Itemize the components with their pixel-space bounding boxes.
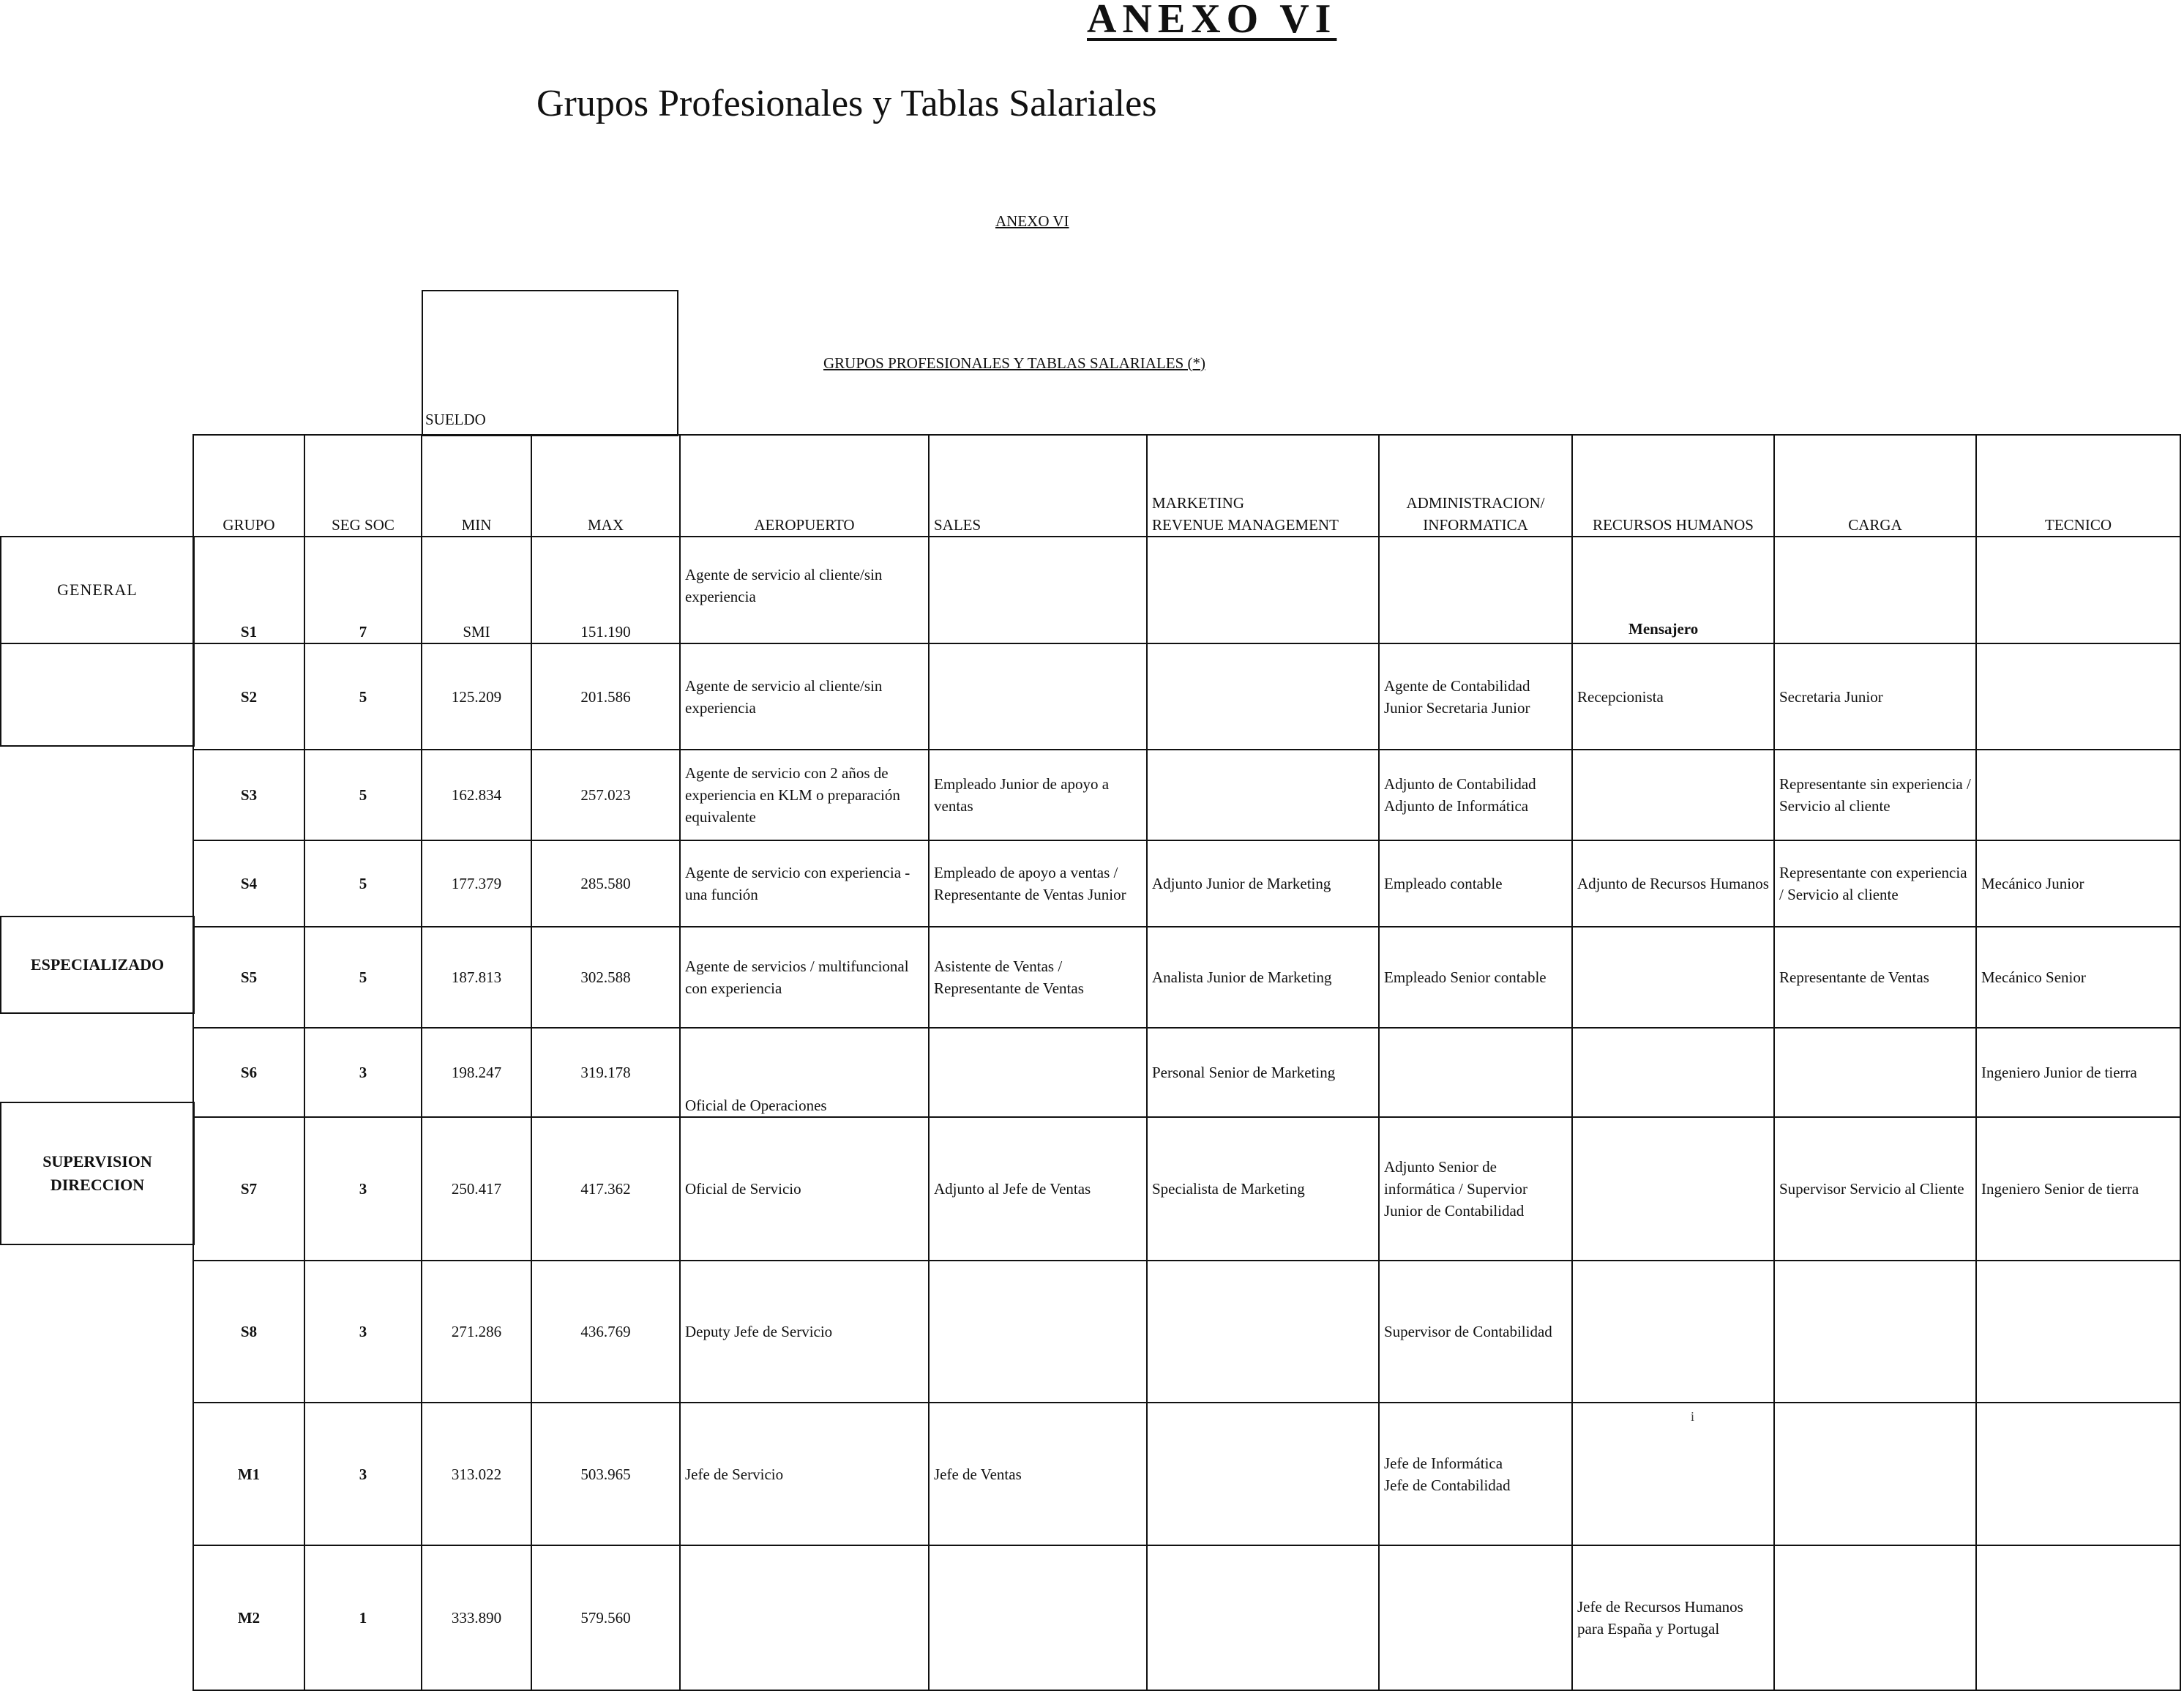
cell-seg-soc: 3 bbox=[304, 1117, 422, 1261]
section-especializado-label: ESPECIALIZADO bbox=[30, 955, 165, 974]
cell-carga bbox=[1774, 537, 1976, 643]
table-header-row bbox=[193, 435, 2180, 537]
cell-grupo: S2 bbox=[193, 643, 304, 750]
col-header-tecnico: TECNICO bbox=[1976, 435, 2180, 537]
cell-min: 177.379 bbox=[422, 840, 531, 927]
cell-max: 417.362 bbox=[531, 1117, 680, 1261]
cell-rrhh bbox=[1572, 750, 1774, 840]
cell-max: 579.560 bbox=[531, 1545, 680, 1690]
cell-max: 319.178 bbox=[531, 1028, 680, 1117]
cell-rrhh: Jefe de Recursos Humanos para España y Portugal bbox=[1572, 1545, 1774, 1690]
cell-aeropuerto: Jefe de Servicio bbox=[680, 1403, 929, 1545]
cell-tecnico bbox=[1976, 537, 2180, 643]
cell-marketing bbox=[1147, 1403, 1379, 1545]
cell-carga: Supervisor Servicio al Cliente bbox=[1774, 1117, 1976, 1261]
table-title: GRUPOS PROFESIONALES Y TABLAS SALARIALES (*) bbox=[823, 354, 1206, 372]
cell-tecnico: Ingeniero Junior de tierra bbox=[1976, 1028, 2180, 1117]
col-header-rrhh: RECURSOS HUMANOS bbox=[1572, 435, 1774, 537]
section-general-label: GENERAL bbox=[57, 581, 138, 599]
cell-grupo: S7 bbox=[193, 1117, 304, 1261]
cell-tecnico: Mecánico Senior bbox=[1976, 927, 2180, 1028]
cell-seg-soc: 3 bbox=[304, 1403, 422, 1545]
cell-min: 271.286 bbox=[422, 1261, 531, 1403]
section-empty bbox=[0, 643, 195, 747]
table-row bbox=[193, 1545, 2180, 1690]
cell-max: 503.965 bbox=[531, 1403, 680, 1545]
cell-min: SMI bbox=[422, 537, 531, 643]
cell-marketing: Analista Junior de Marketing bbox=[1147, 927, 1379, 1028]
cell-rrhh: Adjunto de Recursos Humanos bbox=[1572, 840, 1774, 927]
table-row bbox=[193, 643, 2180, 750]
cell-max: 302.588 bbox=[531, 927, 680, 1028]
cell-carga bbox=[1774, 1545, 1976, 1690]
cell-administracion: Empleado contable bbox=[1379, 840, 1572, 927]
cell-seg-soc: 5 bbox=[304, 750, 422, 840]
cell-grupo: S8 bbox=[193, 1261, 304, 1403]
cell-aeropuerto bbox=[680, 1545, 929, 1690]
table-row bbox=[193, 927, 2180, 1028]
cell-seg-soc: 5 bbox=[304, 840, 422, 927]
cell-tecnico bbox=[1976, 1545, 2180, 1690]
cell-sales bbox=[929, 643, 1147, 750]
section-general bbox=[0, 536, 195, 644]
col-header-sales: SALES bbox=[929, 435, 1147, 537]
cell-aeropuerto: Oficial de Servicio bbox=[680, 1117, 929, 1261]
cell-aeropuerto: Agente de servicio al cliente/sin experiencia bbox=[680, 537, 929, 643]
cell-administracion: Adjunto de Contabilidad Adjunto de Informática bbox=[1379, 750, 1572, 840]
cell-sales: Adjunto al Jefe de Ventas bbox=[929, 1117, 1147, 1261]
cell-aeropuerto: Oficial de Operaciones bbox=[680, 1028, 929, 1117]
cell-rrhh bbox=[1572, 1028, 1774, 1117]
table-row bbox=[193, 1117, 2180, 1261]
cell-min: 198.247 bbox=[422, 1028, 531, 1117]
cell-carga: Representante de Ventas bbox=[1774, 927, 1976, 1028]
col-header-grupo: GRUPO bbox=[193, 435, 304, 537]
cell-aeropuerto: Agente de servicio con 2 años de experiencia en KLM o preparación equivalente bbox=[680, 750, 929, 840]
cell-rrhh bbox=[1572, 927, 1774, 1028]
cell-grupo: S5 bbox=[193, 927, 304, 1028]
cell-marketing bbox=[1147, 643, 1379, 750]
cell-marketing bbox=[1147, 750, 1379, 840]
cell-seg-soc: 3 bbox=[304, 1261, 422, 1403]
section-supervision-label: SUPERVISION DIRECCION bbox=[42, 1152, 152, 1194]
cell-grupo: M1 bbox=[193, 1403, 304, 1545]
col-header-carga: CARGA bbox=[1774, 435, 1976, 537]
cell-min: 125.209 bbox=[422, 643, 531, 750]
col-header-marketing: MARKETING REVENUE MANAGEMENT bbox=[1147, 435, 1379, 537]
col-header-aeropuerto: AEROPUERTO bbox=[680, 435, 929, 537]
cell-tecnico: Mecánico Junior bbox=[1976, 840, 2180, 927]
salary-table bbox=[192, 434, 2181, 1691]
cell-min: 162.834 bbox=[422, 750, 531, 840]
cell-aeropuerto: Agente de servicio al cliente/sin experiencia bbox=[680, 643, 929, 750]
cell-sales: Jefe de Ventas bbox=[929, 1403, 1147, 1545]
table-row bbox=[193, 1403, 2180, 1545]
cell-administracion bbox=[1379, 1545, 1572, 1690]
cell-rrhh bbox=[1572, 1403, 1774, 1545]
cell-min: 313.022 bbox=[422, 1403, 531, 1545]
cell-seg-soc: 5 bbox=[304, 643, 422, 750]
table-row bbox=[193, 840, 2180, 927]
cell-seg-soc: 3 bbox=[304, 1028, 422, 1117]
section-supervision bbox=[0, 1102, 195, 1245]
cell-min: 250.417 bbox=[422, 1117, 531, 1261]
cell-seg-soc: 1 bbox=[304, 1545, 422, 1690]
cell-grupo: S3 bbox=[193, 750, 304, 840]
table-row bbox=[193, 1261, 2180, 1403]
cell-max: 285.580 bbox=[531, 840, 680, 927]
cell-sales: Asistente de Ventas / Representante de Ventas bbox=[929, 927, 1147, 1028]
section-especializado bbox=[0, 916, 195, 1014]
annex-label: ANEXO VI bbox=[995, 212, 1069, 230]
table-row bbox=[193, 750, 2180, 840]
cell-sales bbox=[929, 1028, 1147, 1117]
cell-administracion: Jefe de Informática Jefe de Contabilidad bbox=[1379, 1403, 1572, 1545]
cell-tecnico: Ingeniero Senior de tierra bbox=[1976, 1117, 2180, 1261]
cell-grupo: M2 bbox=[193, 1545, 304, 1690]
table-row bbox=[193, 1028, 2180, 1117]
cell-tecnico bbox=[1976, 750, 2180, 840]
page-subtitle: Grupos Profesionales y Tablas Salariales bbox=[536, 83, 1157, 124]
cell-grupo: S4 bbox=[193, 840, 304, 927]
cell-tecnico bbox=[1976, 643, 2180, 750]
cell-max: 151.190 bbox=[531, 537, 680, 643]
cell-aeropuerto: Agente de servicios / multifuncional con experiencia bbox=[680, 927, 929, 1028]
table-body bbox=[193, 537, 2180, 1690]
cell-marketing bbox=[1147, 1261, 1379, 1403]
cell-rrhh: Recepcionista bbox=[1572, 643, 1774, 750]
cell-grupo: S1 bbox=[193, 537, 304, 643]
stray-mark: i bbox=[1691, 1409, 1695, 1424]
col-header-administracion: ADMINISTRACION/ INFORMATICA bbox=[1379, 435, 1572, 537]
cell-seg-soc: 7 bbox=[304, 537, 422, 643]
cell-administracion: Supervisor de Contabilidad bbox=[1379, 1261, 1572, 1403]
col-header-max: MAX bbox=[531, 435, 680, 537]
cell-max: 436.769 bbox=[531, 1261, 680, 1403]
cell-min: 187.813 bbox=[422, 927, 531, 1028]
cell-administracion: Empleado Senior contable bbox=[1379, 927, 1572, 1028]
cell-rrhh bbox=[1572, 1117, 1774, 1261]
cell-sales bbox=[929, 1545, 1147, 1690]
cell-carga: Representante con experiencia / Servicio al cliente bbox=[1774, 840, 1976, 927]
cell-tecnico bbox=[1976, 1403, 2180, 1545]
sueldo-label: SUELDO bbox=[425, 411, 486, 428]
cell-carga bbox=[1774, 1028, 1976, 1117]
cell-tecnico bbox=[1976, 1261, 2180, 1403]
cell-max: 257.023 bbox=[531, 750, 680, 840]
cell-aeropuerto: Deputy Jefe de Servicio bbox=[680, 1261, 929, 1403]
cell-carga: Representante sin experiencia / Servicio al cliente bbox=[1774, 750, 1976, 840]
cell-sales: Empleado Junior de apoyo a ventas bbox=[929, 750, 1147, 840]
cell-marketing: Adjunto Junior de Marketing bbox=[1147, 840, 1379, 927]
cell-grupo: S6 bbox=[193, 1028, 304, 1117]
cell-marketing: Specialista de Marketing bbox=[1147, 1117, 1379, 1261]
cell-marketing bbox=[1147, 537, 1379, 643]
mensajero-label: Mensajero bbox=[1628, 620, 1699, 638]
cell-marketing bbox=[1147, 1545, 1379, 1690]
table-row bbox=[193, 537, 2180, 643]
cell-administracion: Agente de Contabilidad Junior Secretaria Junior bbox=[1379, 643, 1572, 750]
cell-administracion bbox=[1379, 537, 1572, 643]
cell-min: 333.890 bbox=[422, 1545, 531, 1690]
cell-carga bbox=[1774, 1261, 1976, 1403]
col-header-seg-soc: SEG SOC bbox=[304, 435, 422, 537]
cell-marketing: Personal Senior de Marketing bbox=[1147, 1028, 1379, 1117]
cell-max: 201.586 bbox=[531, 643, 680, 750]
cell-aeropuerto: Agente de servicio con experiencia - una función bbox=[680, 840, 929, 927]
cell-carga: Secretaria Junior bbox=[1774, 643, 1976, 750]
cell-rrhh bbox=[1572, 1261, 1774, 1403]
cell-sales bbox=[929, 1261, 1147, 1403]
page-title: ANEXO VI bbox=[1087, 0, 1337, 42]
cell-seg-soc: 5 bbox=[304, 927, 422, 1028]
cell-sales bbox=[929, 537, 1147, 643]
col-header-min: MIN bbox=[422, 435, 531, 537]
cell-carga bbox=[1774, 1403, 1976, 1545]
cell-administracion bbox=[1379, 1028, 1572, 1117]
cell-sales: Empleado de apoyo a ventas / Representante de Ventas Junior bbox=[929, 840, 1147, 927]
cell-administracion: Adjunto Senior de informática / Supervior Junior de Contabilidad bbox=[1379, 1117, 1572, 1261]
